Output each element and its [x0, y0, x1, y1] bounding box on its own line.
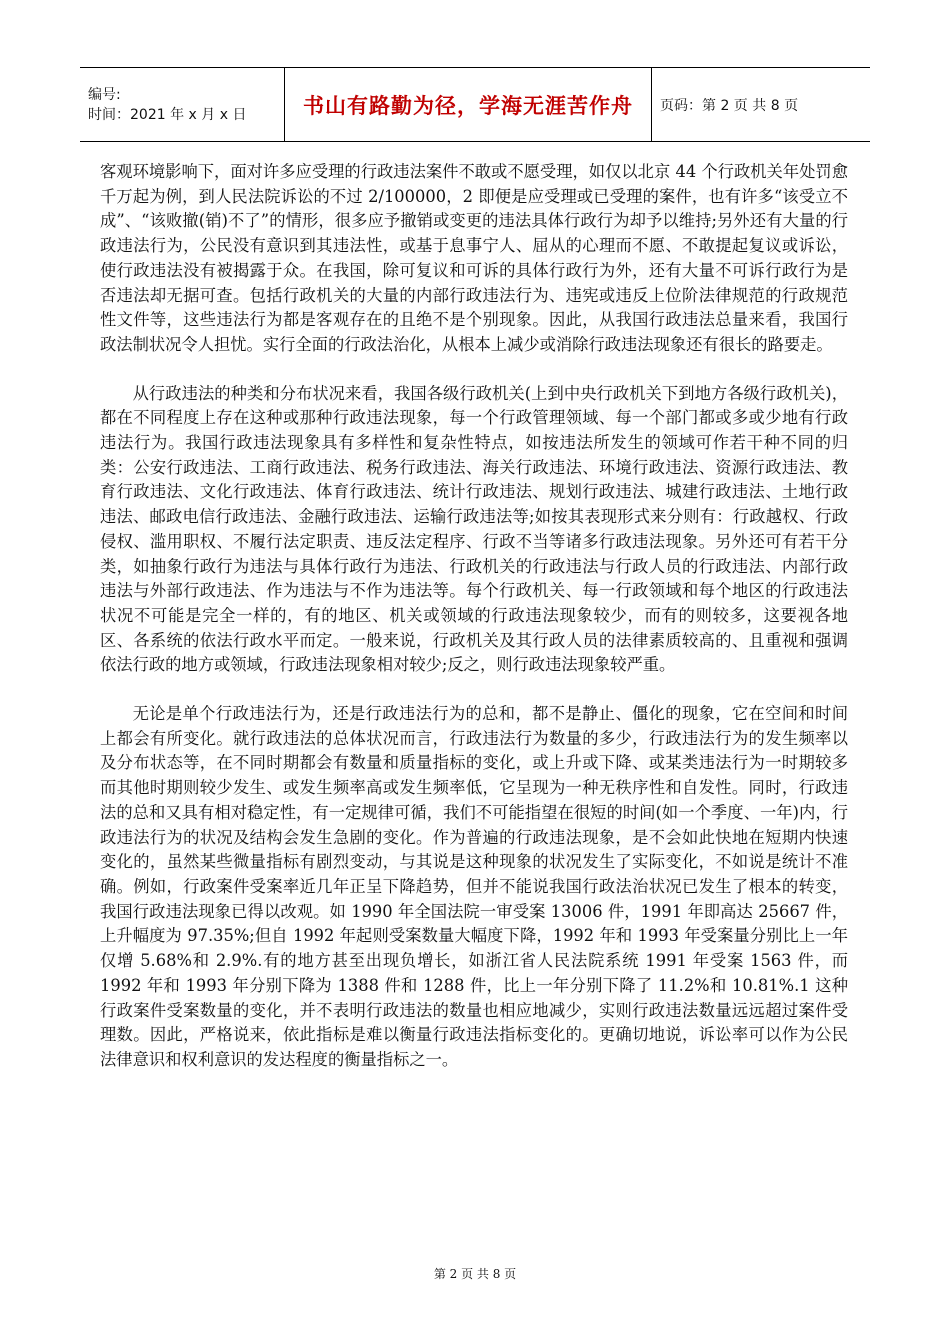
page-footer: 第 2 页 共 8 页 — [433, 1267, 517, 1281]
header-meta — [80, 68, 285, 141]
document-body — [100, 160, 848, 1073]
document-number-label: 编号: — [88, 86, 121, 103]
page-header — [80, 67, 870, 142]
header-page-number: 页码：第 2 页 共 8 页 — [660, 97, 799, 114]
header-motto: 书山有路勤为径，学海无涯苦作舟 — [285, 68, 652, 141]
paragraph: 客观环境影响下，面对许多应受理的行政违法案件不敢或不愿受理，如仅以北京 44 个行政机关年处罚愈千万起为例，到人民法院诉讼的不过 2/100000，2 即便是应受理或已受理的案件，也有许多“该受立不成”、“该败撤(销)不了”的情形，很多应予撤销或变更的违法具体行政行为却予以维持;另外还有大量的行政违法行为，公民没有意识到其违法性，或基于息事宁人、屈从的心理而不愿、不敢提起复议或诉讼，使行政违法没有被揭露于众。在我国，除可复议和可诉的具体行政行为外，还有大量不可诉行政行为是否违法却无据可查。包括行政机关的大量的内部行政违法行为、违宪或违反上位阶法律规范的行政规范性文件等，这些违法行为都是客观存在的且绝不是个别现象。因此，从我国行政违法总量来看，我国行政法制状况令人担忧。实行全面的行政法治化，从根本上减少或消除行政违法现象还有很长的路要走。 — [100, 162, 848, 354]
paragraph: 从行政违法的种类和分布状况来看，我国各级行政机关(上到中央行政机关下到地方各级行政机关)，都在不同程度上存在这种或那种行政违法现象，每一个行政管理领域、每一个部门都或多或少地有行政违法行为。我国行政违法现象具有多样性和复杂性特点，如按违法所发生的领域可作若干种不同的归类：公安行政违法、工商行政违法、税务行政违法、海关行政违法、环境行政违法、资源行政违法、教育行政违法、文化行政违法、体育行政违法、统计行政违法、规划行政违法、城建行政违法、土地行政违法、邮政电信行政违法、金融行政违法、运输行政违法等;如按其表现形式来分则有：行政越权、行政侵权、滥用职权、不履行法定职责、违反法定程序、行政不当等诸多行政违法现象。另外还可有若干分类，如抽象行政行为违法与具体行政行为违法、行政机关的行政违法与行政人员的行政违法、内部行政违法与外部行政违法、作为违法与不作为违法等。每个行政机关、每一行政领域和每个地区的行政违法状况不可能是完全一样的，有的地区、机关或领域的行政违法现象较少，而有的则较多，这要视各地区、各系统的依法行政水平而定。一般来说，行政机关及其行政人员的法律素质较高的、且重视和强调依法行政的地方或领域，行政违法现象相对较少;反之，则行政违法现象较严重。 — [100, 383, 848, 675]
paragraph: 无论是单个行政违法行为，还是行政违法行为的总和，都不是静止、僵化的现象，它在空间和时间上都会有所变化。就行政违法的总体状况而言，行政违法行为数量的多少，行政违法行为的发生频率以及分布状态等，在不同时期都会有数量和质量指标的变化，或上升或下降、或某类违法行为一时期较多而其他时期则较少发生、或发生频率高或发生频率低，它呈现为一种无秩序性和自发性。同时，行政违法的总和又具有相对稳定性，有一定规律可循，我们不可能指望在很短的时间(如一个季度、一年)内，行政违法行为的状况及结构会发生急剧的变化。作为普遍的行政违法现象，是不会如此快地在短期内快速变化的，虽然某些微量指标有剧烈变动，与其说是这种现象的状况发生了实际变化，不如说是统计不准确。例如，行政案件受案率近几年正呈下降趋势，但并不能说我国行政法治状况已发生了根本的转变，我国行政违法现象已得以改观。如 1990 年全国法院一审受案 13006 件，1991 年即高达 25667 件，上升幅度为 97.35%;但自 1992 年起则受案数量大幅度下降，1992 年和 1993 年受案量分别比上一年仅增 5.68%和 2.9%.有的地方甚至出现负增长，如浙江省人民法院系统 1991 年受案 1563 件，而 1992 年和 1993 年分别下降为 1388 件和 1288 件，比上一年分别下降了 11.2%和 10.81%.1 这种行政案件受案数量的变化，并不表明行政违法的数量也相应地减少，实则行政违法数量远远超过案件受理数。因此，严格说来，依此指标是难以衡量行政违法指标变化的。更确切地说，诉讼率可以作为公民法律意识和权利意识的发达程度的衡量指标之一。 — [100, 704, 848, 1069]
document-date-label: 时间：2021 年 x 月 x 日 — [88, 106, 247, 123]
